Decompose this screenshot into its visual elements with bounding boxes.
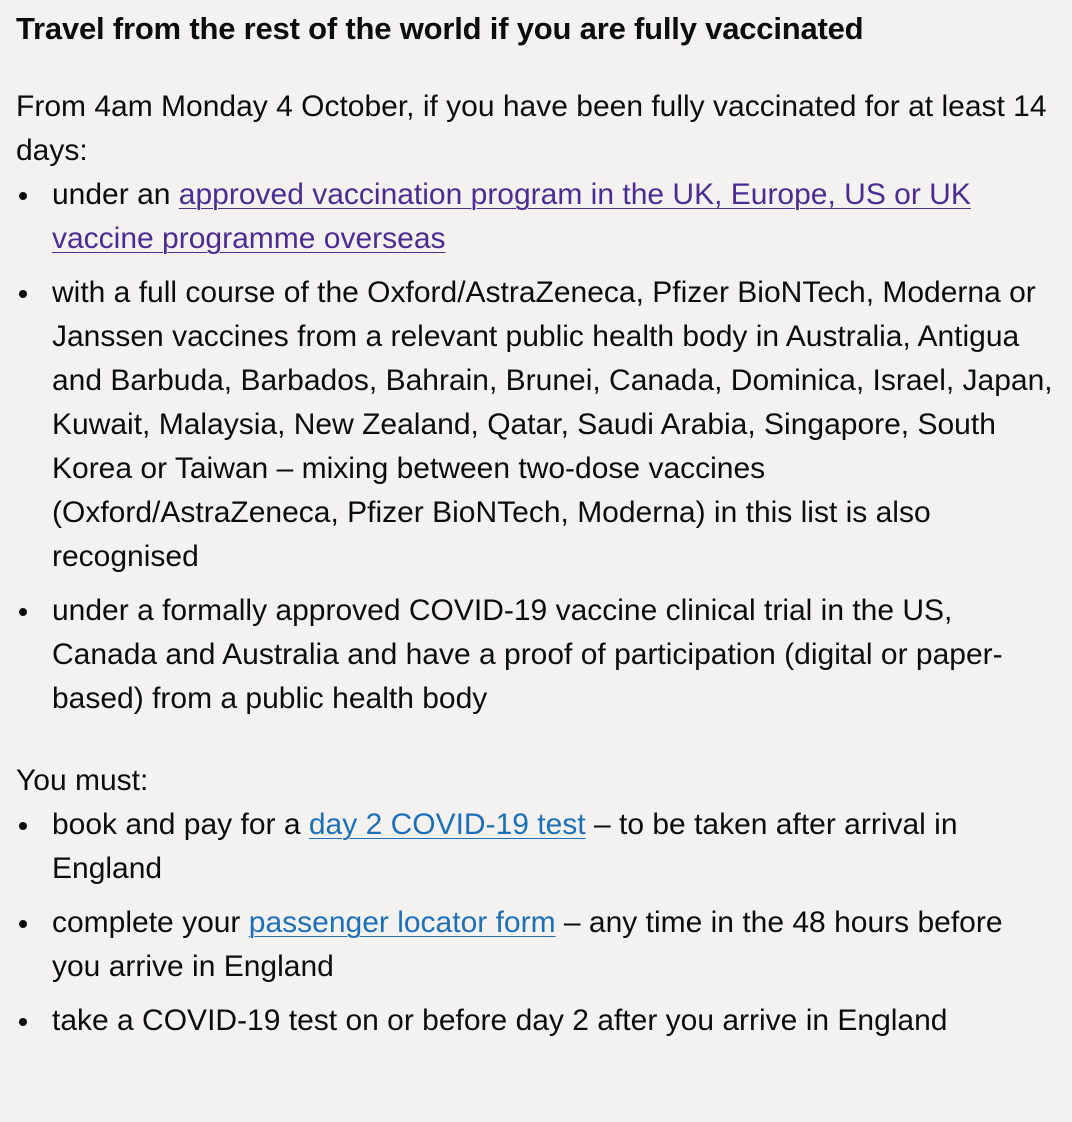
list-item: [16, 999, 1056, 1043]
list-item-text: take a COVID-19 test on or before day 2 after you arrive in England: [52, 1004, 948, 1037]
day-2-test-link[interactable]: day 2 COVID-19 test: [308, 808, 586, 841]
list-item-text: under an: [52, 178, 179, 211]
vaccination-criteria-list: [16, 173, 1056, 721]
passenger-locator-form-link[interactable]: passenger locator form: [248, 906, 556, 939]
list-item-text: – to be taken after arrival in England: [52, 808, 958, 885]
list-item: [16, 901, 1056, 989]
intro-paragraph: From 4am Monday 4 October, if you have been fully vaccinated for at least 14 days:: [16, 90, 1047, 167]
bullet-icon: [19, 290, 27, 298]
bullet-icon: [19, 608, 27, 616]
list-item-text: – any time in the 48 hours before you arrive in England: [52, 906, 1003, 983]
section-heading: Travel from the rest of the world if you are fully vaccinated: [16, 11, 864, 46]
approved-vaccination-program-link[interactable]: approved vaccination program in the UK, Europe, US or UK vaccine programme overseas: [52, 178, 971, 255]
bullet-icon: [19, 1018, 27, 1026]
bullet-icon: [19, 920, 27, 928]
list-item-text: under a formally approved COVID-19 vaccine clinical trial in the US, Canada and Australia and have a proof of participation (digital or paper-based) from a public health body: [52, 594, 1003, 715]
must-paragraph: You must:: [16, 764, 149, 797]
list-item: [16, 589, 1056, 721]
list-item-text: book and pay for a: [52, 808, 309, 841]
list-item: [16, 803, 1056, 891]
requirements-list: [16, 803, 1056, 1043]
bullet-icon: [19, 822, 27, 830]
list-item: [16, 173, 1056, 261]
bullet-icon: [19, 192, 27, 200]
list-item: [16, 271, 1056, 579]
list-item-text: complete your: [52, 906, 249, 939]
list-item-text: with a full course of the Oxford/AstraZeneca, Pfizer BioNTech, Moderna or Janssen vaccines from a relevant public health body in Australia, Antigua and Barbuda, Barbados, Bahrain, Brunei, Canada, Dominica, Israel, Japan, Kuwait, Malaysia, New Zealand, Qatar, Saudi Arabia, Singapore, South Korea or Taiwan – mixing between two-dose vaccines (Oxford/AstraZeneca, Pfizer BioNTech, Moderna) in this list is also recognised: [52, 276, 1053, 573]
